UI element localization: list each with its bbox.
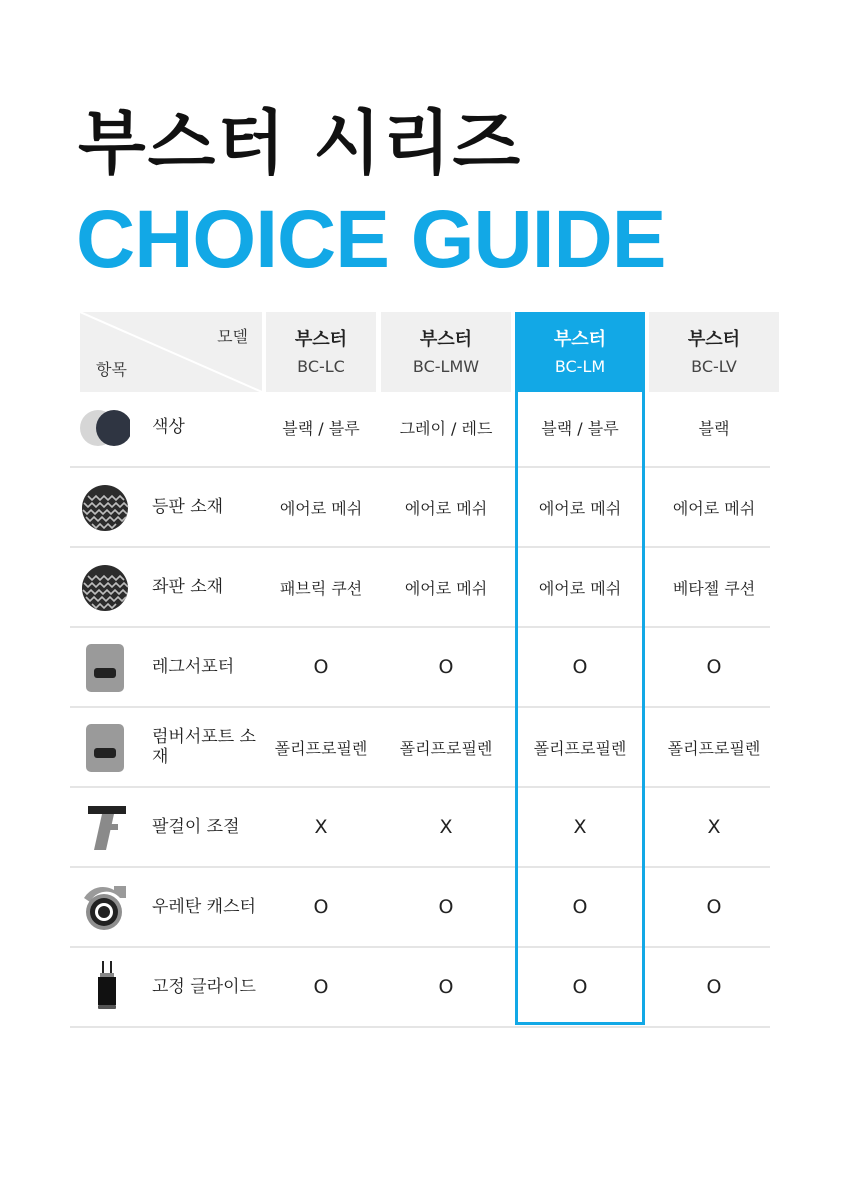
model-code: BC-LC <box>297 357 345 376</box>
model-code: BC-LM <box>554 357 606 376</box>
model-name: 부스터 <box>687 329 741 350</box>
cell: 베타젤 쿠션 <box>672 578 756 598</box>
cell: 그레이 / 레드 <box>399 418 493 438</box>
armrest-icon <box>80 804 130 852</box>
row-label: 레그서포터 <box>152 657 235 677</box>
cell: 패브릭 쿠션 <box>279 578 363 598</box>
model-name: 부스터 <box>294 329 348 350</box>
row-label: 럼버서포트 소재 <box>152 727 256 767</box>
cell: O <box>438 976 454 998</box>
model-code: BC-LMW <box>412 357 480 376</box>
row-armrest <box>70 788 770 868</box>
row-color <box>70 388 770 468</box>
cell: O <box>572 656 588 678</box>
page-subtitle: CHOICE GUIDE <box>76 194 666 285</box>
mesh-pattern-icon <box>80 564 130 612</box>
cell: 에어로 메쉬 <box>404 498 488 518</box>
cell: O <box>313 976 329 998</box>
row-label: 좌판 소재 <box>152 577 224 597</box>
row-label: 고정 글라이드 <box>152 977 256 997</box>
cell: O <box>438 896 454 918</box>
cell: X <box>314 816 328 838</box>
item-label: 항목 <box>96 360 127 379</box>
row-label: 우레탄 캐스터 <box>152 897 256 917</box>
cell: X <box>707 816 721 838</box>
cell: O <box>706 656 722 678</box>
row-leg-supporter <box>70 628 770 708</box>
cell: 폴리프로필렌 <box>667 738 761 758</box>
cell: 폴리프로필렌 <box>533 738 627 758</box>
cell: 에어로 메쉬 <box>538 578 622 598</box>
cell: O <box>706 976 722 998</box>
row-label: 등판 소재 <box>152 497 224 517</box>
header-col-bc-lc <box>266 312 376 392</box>
cell: 블랙 <box>698 418 730 438</box>
cell: O <box>572 896 588 918</box>
cell: O <box>313 896 329 918</box>
row-back-material <box>70 468 770 548</box>
cell: O <box>706 896 722 918</box>
row-label: 팔걸이 조절 <box>152 817 240 837</box>
cell: X <box>573 816 587 838</box>
header-col-bc-lv <box>649 312 779 392</box>
model-label: 모델 <box>217 327 248 346</box>
header-corner-cell <box>80 312 262 392</box>
cell: 폴리프로필렌 <box>274 738 368 758</box>
cell: 에어로 메쉬 <box>538 498 622 518</box>
cell: 블랙 / 블루 <box>282 418 360 438</box>
header-col-bc-lm <box>515 312 645 392</box>
mesh-pattern-icon <box>80 484 130 532</box>
caster-wheel-icon <box>80 884 130 932</box>
row-lumbar-support <box>70 708 770 788</box>
cell: O <box>313 656 329 678</box>
row-label: 색상 <box>152 417 185 437</box>
cell: O <box>438 656 454 678</box>
cell: X <box>439 816 453 838</box>
model-name: 부스터 <box>553 329 607 350</box>
glide-icon <box>80 956 130 1014</box>
cell: 에어로 메쉬 <box>279 498 363 518</box>
cell: 에어로 메쉬 <box>404 578 488 598</box>
cell: 에어로 메쉬 <box>672 498 756 518</box>
row-glide <box>70 948 770 1028</box>
cell: O <box>572 976 588 998</box>
cell: 블랙 / 블루 <box>541 418 619 438</box>
leg-support-icon <box>80 644 130 692</box>
row-caster <box>70 868 770 948</box>
row-seat-material <box>70 548 770 628</box>
page-title: 부스터 시리즈 <box>78 102 523 184</box>
cell: 폴리프로필렌 <box>399 738 493 758</box>
color-swatch-icon <box>80 404 130 452</box>
model-name: 부스터 <box>419 329 473 350</box>
lumbar-support-icon <box>80 724 130 772</box>
model-code: BC-LV <box>691 357 737 376</box>
header-col-bc-lmw <box>381 312 511 392</box>
